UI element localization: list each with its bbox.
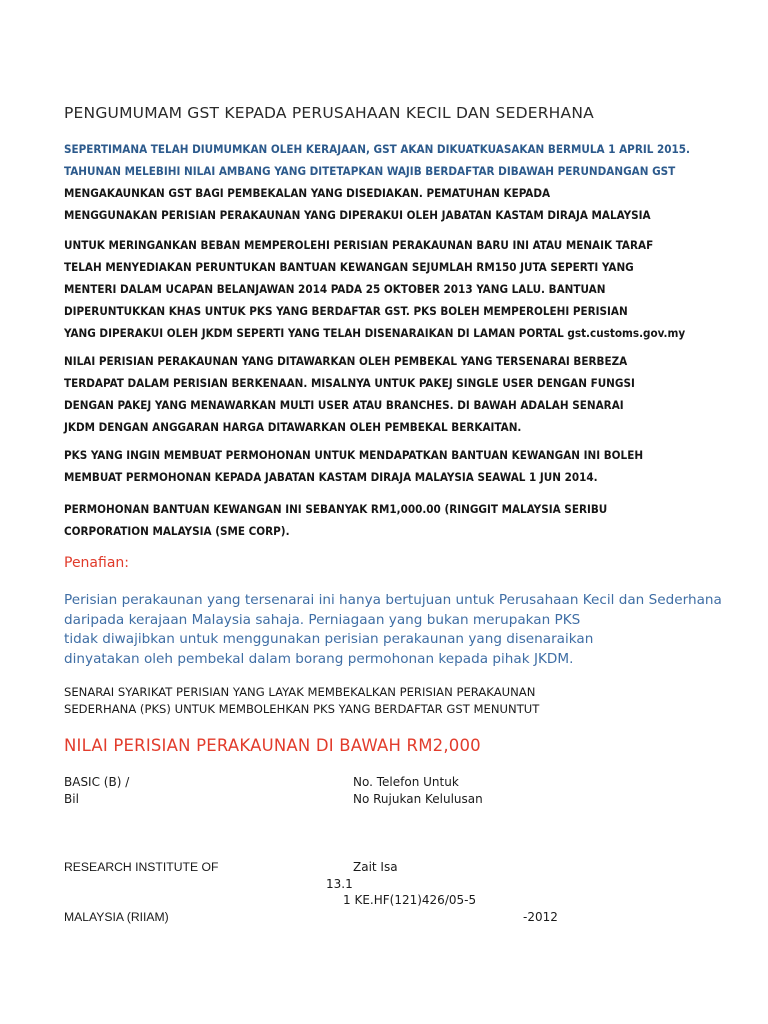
table-cell-company: RESEARCH INSTITUTE OF [64, 860, 219, 874]
paragraph-line: PERMOHONAN BANTUAN KEWANGAN INI SEBANYAK RM1,000.00 (RINGGIT MALAYSIA SERIBU [64, 502, 608, 516]
paragraph-line: MEMBUAT PERMOHONAN KEPADA JABATAN KASTAM DIRAJA MALAYSIA SEAWAL 1 JUN 2014. [64, 470, 598, 484]
paragraph-line: TERDAPAT DALAM PERISIAN BERKENAAN. MISALNYA UNTUK PAKEJ SINGLE USER DENGAN FUNGSI [64, 376, 635, 390]
paragraph-line: MENGGUNAKAN PERISIAN PERAKAUNAN YANG DIPERAKUI OLEH JABATAN KASTAM DIRAJA MALAYSIA [64, 208, 651, 222]
disclaimer-line: daripada kerajaan Malaysia sahaja. Perniagaan yang bukan merupakan PKS [64, 611, 581, 628]
table-cell-year: -2012 [523, 910, 558, 924]
table-header-reference: No Rujukan Kelulusan [353, 792, 483, 806]
disclaimer-line: tidak diwajibkan untuk menggunakan perisian perakaunan yang disenaraikan [64, 631, 594, 647]
disclaimer-text [64, 591, 722, 669]
table-cell-contact: Zait Isa [353, 860, 398, 874]
paragraph-line: PKS YANG INGIN MEMBUAT PERMOHONAN UNTUK MENDAPATKAN BANTUAN KEWANGAN INI BOLEH [64, 448, 644, 462]
paragraph-line: DIPERUNTUKKAN KHAS UNTUK PKS YANG BERDAFTAR GST. PKS BOLEH MEMPEROLEHI PERISIAN [64, 304, 628, 318]
paragraph-line: YANG DIPERAKUI OLEH JKDM SEPERTI YANG TELAH DISENARAIKAN DI LAMAN PORTAL gst.customs.gov.my [64, 326, 686, 340]
paragraph-line: TELAH MENYEDIAKAN PERUNTUKAN BANTUAN KEWANGAN SEJUMLAH RM150 JUTA SEPERTI YANG [64, 260, 634, 274]
paragraph-4 [64, 444, 644, 488]
table-header-phone: No. Telefon Untuk [353, 775, 459, 789]
table-cell-company: MALAYSIA (RIIAM) [64, 910, 169, 924]
disclaimer-line: Perisian perakaunan yang tersenarai ini hanya bertujuan untuk Perusahaan Kecil dan Sederhana [64, 592, 722, 608]
paragraph-line: UNTUK MERINGANKAN BEBAN MEMPEROLEHI PERISIAN PERAKAUNAN BARU INI ATAU MENAIK TARAF [64, 238, 654, 252]
paragraph-line: CORPORATION MALAYSIA (SME CORP). [64, 524, 290, 538]
disclaimer-line: dinyatakan oleh pembekal dalam borang permohonan kepada pihak JKDM. [64, 650, 574, 667]
paragraph-line: DENGAN PAKEJ YANG MENAWARKAN MULTI USER ATAU BRANCHES. DI BAWAH ADALAH SENARAI [64, 398, 624, 412]
list-intro [64, 684, 560, 718]
list-intro-line: SEDERHANA (PKS) UNTUK MEMBOLEHKAN PKS YANG BERDAFTAR GST MENUNTUT [64, 702, 540, 716]
paragraph-5 [64, 498, 608, 542]
paragraph-2 [64, 234, 686, 344]
paragraph-3 [64, 350, 635, 438]
section-heading: NILAI PERISIAN PERAKAUNAN DI BAWAH RM2,000 [64, 736, 481, 755]
table-header-basic: BASIC (B) / [64, 775, 130, 789]
paragraph-line: MENGAKAUNKAN GST BAGI PEMBEKALAN YANG DISEDIAKAN. PEMATUHAN KEPADA [64, 186, 551, 200]
paragraph-line: SEPERTIMANA TELAH DIUMUMKAN OLEH KERAJAAN, GST AKAN DIKUATKUASAKAN BERMULA 1 APRIL 2015. [64, 142, 691, 156]
page-title: PENGUMUMAM GST KEPADA PERUSAHAAN KECIL DAN SEDERHANA [64, 104, 594, 122]
table-cell-number: 13.1 [326, 877, 353, 891]
table-cell-reference: 1 KE.HF(121)426/05-5 [343, 893, 477, 907]
table-header-bil: Bil [64, 792, 79, 806]
paragraph-line: MENTERI DALAM UCAPAN BELANJAWAN 2014 PADA 25 OKTOBER 2013 YANG LALU. BANTUAN [64, 282, 606, 296]
paragraph-line: TAHUNAN MELEBIHI NILAI AMBANG YANG DITETAPKAN WAJIB BERDAFTAR DIBAWAH PERUNDANGAN GST [64, 164, 676, 178]
disclaimer-label: Penafian: [64, 555, 129, 571]
paragraph-line: JKDM DENGAN ANGGARAN HARGA DITAWARKAN OLEH PEMBEKAL BERKAITAN. [64, 420, 522, 434]
paragraph-line: NILAI PERISIAN PERAKAUNAN YANG DITAWARKAN OLEH PEMBEKAL YANG TERSENARAI BERBEZA [64, 354, 628, 368]
paragraph-1 [64, 138, 691, 226]
list-intro-line: SENARAI SYARIKAT PERISIAN YANG LAYAK MEMBEKALKAN PERISIAN PERAKAUNAN [64, 685, 536, 699]
